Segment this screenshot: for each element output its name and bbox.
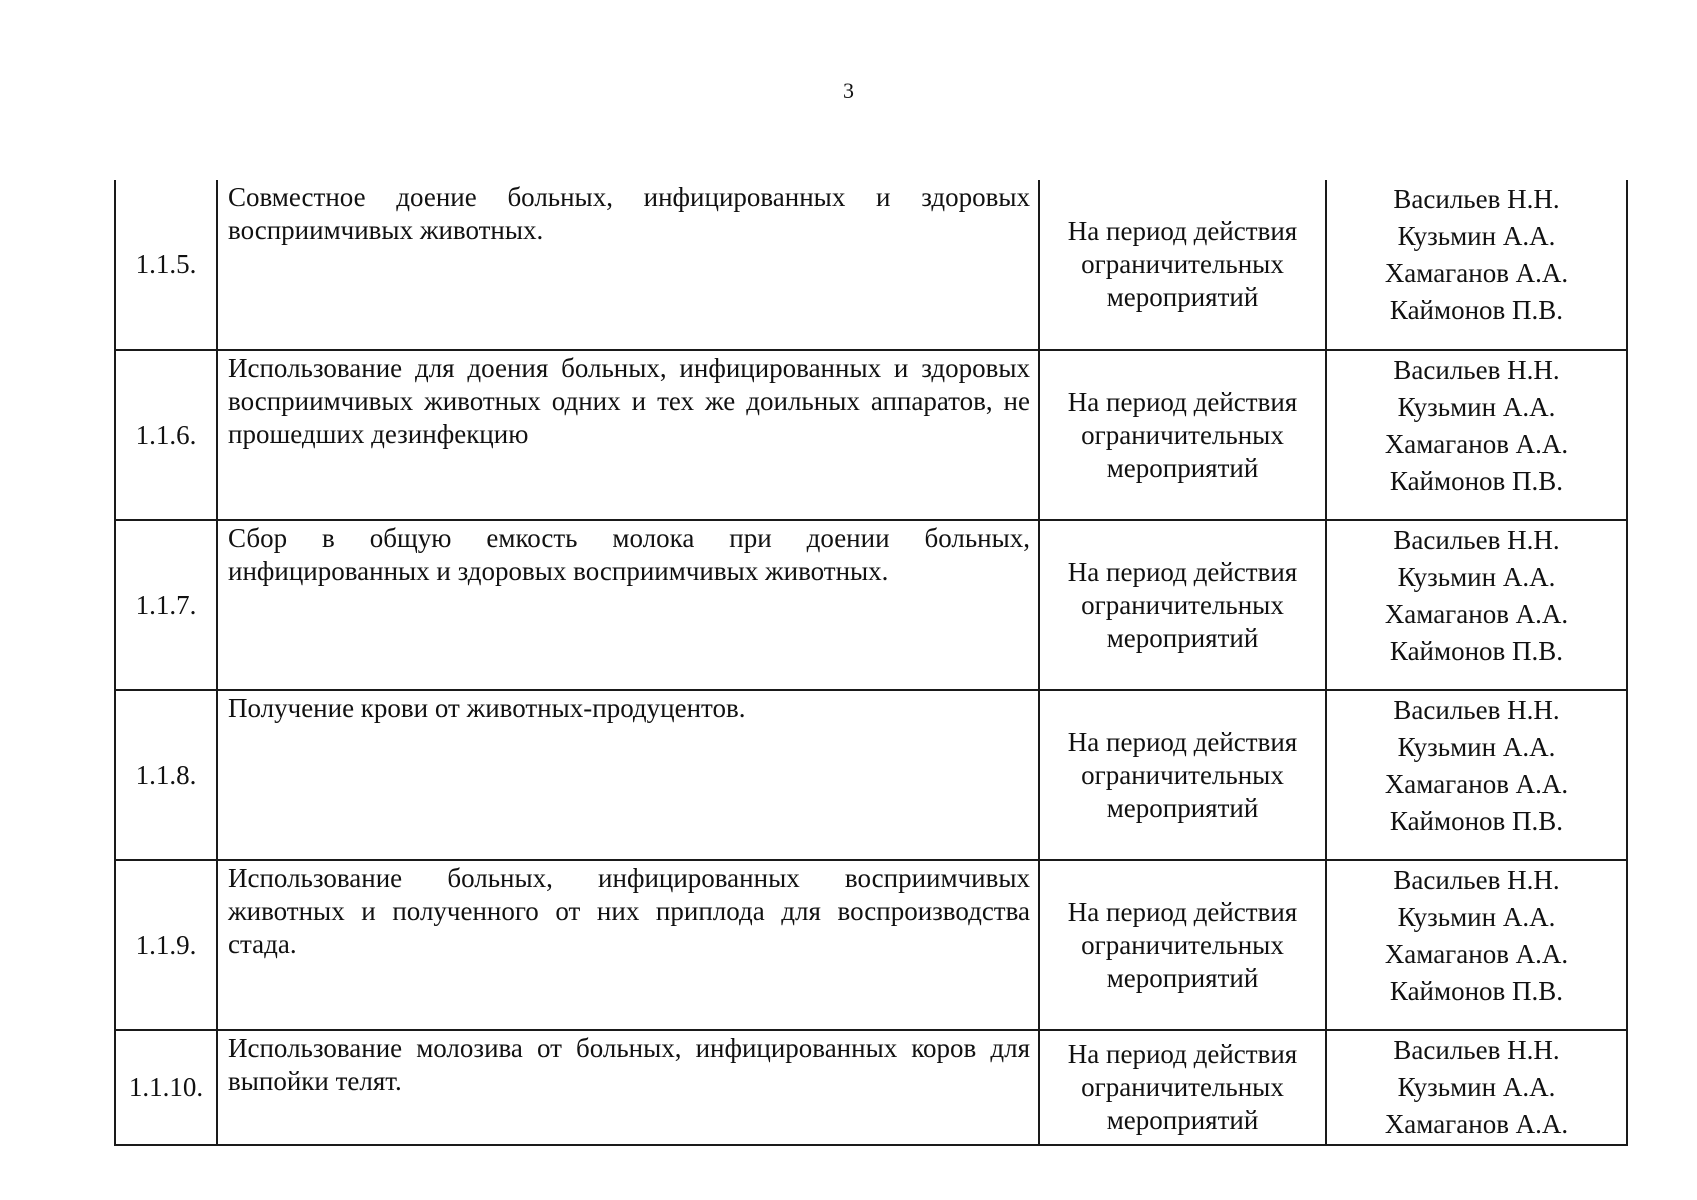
responsible-person: Кузьмин А.А. [1397, 1072, 1556, 1102]
term-line: На период действия [1067, 556, 1298, 587]
responsible-person: Каймонов П.В. [1389, 806, 1564, 836]
term-line: На период действия [1067, 1039, 1298, 1069]
responsible-person: Хамаганов А.А. [1384, 939, 1569, 969]
measure-term [1039, 180, 1326, 350]
item-number: 1.1.7. [115, 520, 217, 690]
measure-term [1039, 690, 1326, 860]
responsible-person: Хамаганов А.А. [1384, 1109, 1569, 1139]
responsible-person: Васильев Н.Н. [1393, 865, 1560, 895]
measure-description: Получение крови от животных-продуцентов. [217, 690, 1039, 860]
responsible-person: Кузьмин А.А. [1397, 732, 1556, 762]
measure-term [1039, 1030, 1326, 1145]
measure-description: Использование больных, инфицированных восприимчивых животных и полученного от них приплода для воспроизводства стада. [217, 860, 1039, 1030]
page-number: 3 [843, 78, 854, 103]
table-row [115, 350, 1627, 520]
table-row [115, 180, 1627, 350]
responsible-persons [1326, 180, 1627, 350]
term-line: ограничительных [1081, 759, 1284, 790]
item-number: 1.1.5. [115, 180, 217, 350]
responsible-person: Васильев Н.Н. [1393, 525, 1560, 555]
measure-term [1039, 520, 1326, 690]
term-line: ограничительных [1081, 1072, 1284, 1102]
term-line: ограничительных [1081, 249, 1284, 279]
responsible-person: Хамаганов А.А. [1384, 769, 1569, 799]
measure-term [1039, 860, 1326, 1030]
term-line: мероприятий [1106, 622, 1259, 653]
term-line: мероприятий [1106, 792, 1259, 823]
term-line: ограничительных [1081, 419, 1284, 450]
responsible-person: Каймонов П.В. [1389, 636, 1564, 666]
term-line: мероприятий [1106, 1105, 1259, 1135]
table-row [115, 1030, 1627, 1145]
responsible-person: Хамаганов А.А. [1384, 429, 1569, 459]
term-line: мероприятий [1106, 282, 1259, 312]
item-number: 1.1.8. [115, 690, 217, 860]
term-line: мероприятий [1106, 452, 1259, 483]
responsible-person: Васильев Н.Н. [1393, 695, 1560, 725]
term-line: На период действия [1067, 216, 1298, 246]
responsible-person: Каймонов П.В. [1389, 295, 1564, 325]
item-number: 1.1.6. [115, 350, 217, 520]
term-line: ограничительных [1081, 589, 1284, 620]
responsible-persons [1326, 1030, 1627, 1145]
measure-term [1039, 350, 1326, 520]
responsible-person: Каймонов П.В. [1389, 976, 1564, 1006]
term-line: На период действия [1067, 386, 1298, 417]
item-number: 1.1.10. [115, 1030, 217, 1145]
term-line: мероприятий [1106, 962, 1259, 993]
measure-description: Сбор в общую емкость молока при доении больных, инфицированных и здоровых восприимчивых животных. [217, 520, 1039, 690]
responsible-person: Кузьмин А.А. [1397, 221, 1556, 251]
term-line: На период действия [1067, 726, 1298, 757]
responsible-persons [1326, 690, 1627, 860]
measure-description: Совместное доение больных, инфицированных и здоровых восприимчивых животных. [217, 180, 1039, 350]
responsible-person: Кузьмин А.А. [1397, 902, 1556, 932]
responsible-person: Хамаганов А.А. [1384, 599, 1569, 629]
responsible-persons [1326, 520, 1627, 690]
responsible-person: Васильев Н.Н. [1393, 1035, 1560, 1065]
item-number: 1.1.9. [115, 860, 217, 1030]
responsible-person: Каймонов П.В. [1389, 466, 1564, 496]
measure-description: Использование для доения больных, инфицированных и здоровых восприимчивых животных одних и тех же доильных аппаратов, не прошедших дезинфекцию [217, 350, 1039, 520]
term-line: На период действия [1067, 896, 1298, 927]
table-row [115, 690, 1627, 860]
responsible-person: Хамаганов А.А. [1384, 258, 1569, 288]
responsible-person: Кузьмин А.А. [1397, 562, 1556, 592]
term-line: ограничительных [1081, 929, 1284, 960]
measure-description: Использование молозива от больных, инфицированных коров для выпойки телят. [217, 1030, 1039, 1145]
measures-table [114, 180, 1628, 1146]
responsible-person: Кузьмин А.А. [1397, 392, 1556, 422]
responsible-person: Васильев Н.Н. [1393, 184, 1560, 214]
table-row [115, 520, 1627, 690]
responsible-persons [1326, 350, 1627, 520]
table-row [115, 860, 1627, 1030]
responsible-persons [1326, 860, 1627, 1030]
responsible-person: Васильев Н.Н. [1393, 355, 1560, 385]
